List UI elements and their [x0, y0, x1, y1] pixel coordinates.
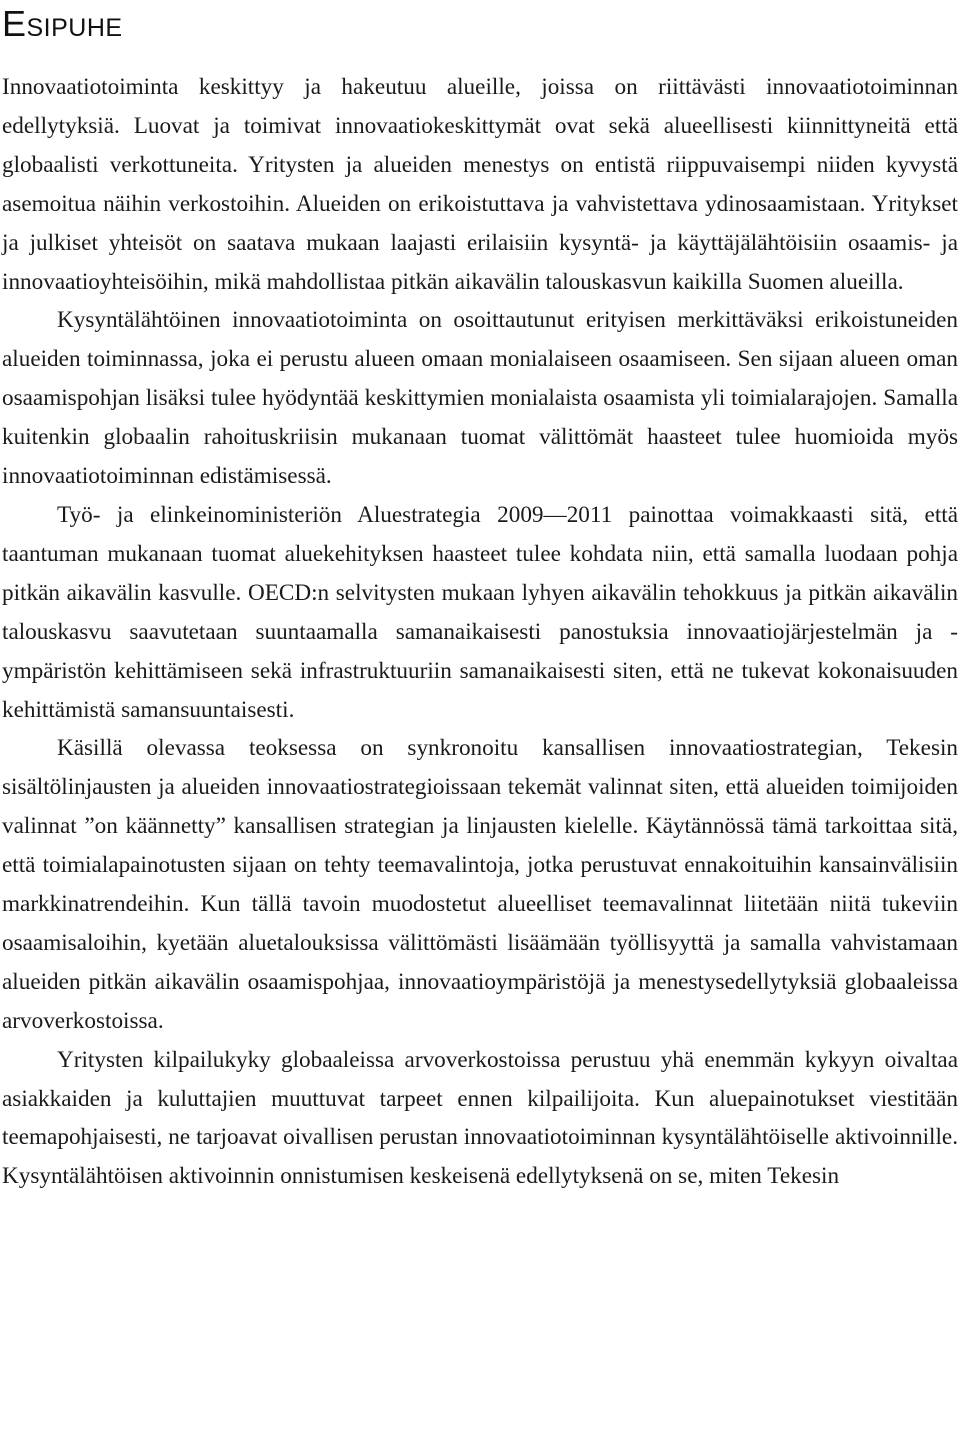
document-page: [2, 0, 958, 1190]
paragraph-3: Työ- ja elinkeinoministeriön Aluestrategia 2009—2011 painottaa voimakkaasti sitä, että taantuman mukanaan tuomat aluekehityksen haasteet tulee kohdata niin, että samalla luodaan pohja pitkän aikavälin kasvulle. OECD:n selvitysten mukaan lyhyen aikavälin tehokkuus ja pitkän aikavälin talouskasvu saavutetaan suuntaamalla samanaikaisesti panostuksia innovaatiojärjestelmän ja -ympäristön kehittämiseen sekä infrastruktuuriin samanaikaisesti siten, että ne tukevat kokonaisuuden kehittämistä samansuuntaisesti.: [2, 501, 958, 723]
paragraph-1: Innovaatiotoiminta keskittyy ja hakeutuu alueille, joissa on riittävästi innovaatiotoiminnan edellytyksiä. Luovat ja toimivat innovaatiokeskittymät ovat sekä alueellisesti kiinnittyneitä että globaalisti verkottuneita. Yritysten ja alueiden menestys on entistä riippuvaisempi niiden kyvystä asemoitua näihin verkostoihin. Alueiden on erikoistuttava ja vahvistettava ydinosaamistaan. Yritykset ja julkiset yhteisöt on saatava mukaan laajasti erilaisiin kysyntä- ja käyttäjälähtöisiin osaamis- ja innovaatioyhteisöihin, mikä mahdollistaa pitkän aikavälin talouskasvun kaikilla Suomen alueilla.: [2, 74, 958, 295]
paragraph-5: Yritysten kilpailukyky globaaleissa arvoverkostoissa perustuu yhä enemmän kykyyn oivaltaa asiakkaiden ja kuluttajien muuttuvat tarpeet ennen kilpailijoita. Kun aluepainotukset viestitään teemapohjaisesti, ne tarjoavat oivallisen perustan innovaatiotoiminnan kysyntälähtöiselle aktivoinnille. Kysyntälähtöisen aktivoinnin onnistumisen keskeisenä edellytyksenä on se, miten Tekesin: [2, 1046, 958, 1190]
section-title: Esipuhe: [2, 3, 123, 44]
paragraph-4: Käsillä olevassa teoksessa on synkronoitu kansallisen innovaatiostrategian, Tekesin sisältölinjausten ja alueiden innovaatiostrategioissaan tekemät valinnat siten, että alueiden toimijoiden valinnat ”on käännetty” kansallisen strategian ja linjausten kielelle. Käytännössä tämä tarkoittaa sitä, että toimialapainotusten sijaan on tehty teemavalintoja, jotka perustuvat ennakoituihin kansainvälisiin markkinatrendeihin. Kun tällä tavoin muodostetut alueelliset teemavalinnat liitetään niitä tukeviin osaamisaloihin, kyetään aluetalouksissa välittömästi lisäämään työllisyyttä ja samalla vahvistamaan alueiden pitkän aikavälin osaamispohjaa, innovaatioympäristöjä ja menestysedellytyksiä globaaleissa arvoverkostoissa.: [2, 735, 958, 1034]
paragraph-2: Kysyntälähtöinen innovaatiotoiminta on osoittautunut erityisen merkittäväksi erikoistuneiden alueiden toiminnassa, joka ei perustu alueen omaan monialaiseen osaamiseen. Sen sijaan alueen oman osaamispohjan lisäksi tulee hyödyntää keskittymien monialaista osaamista yli toimialarajojen. Samalla kuitenkin globaalin rahoituskriisin mukanaan tuomat välittömät haasteet tulee huomioida myös innovaatiotoiminnan edistämisessä.: [2, 307, 958, 490]
body-text: [2, 68, 958, 1196]
